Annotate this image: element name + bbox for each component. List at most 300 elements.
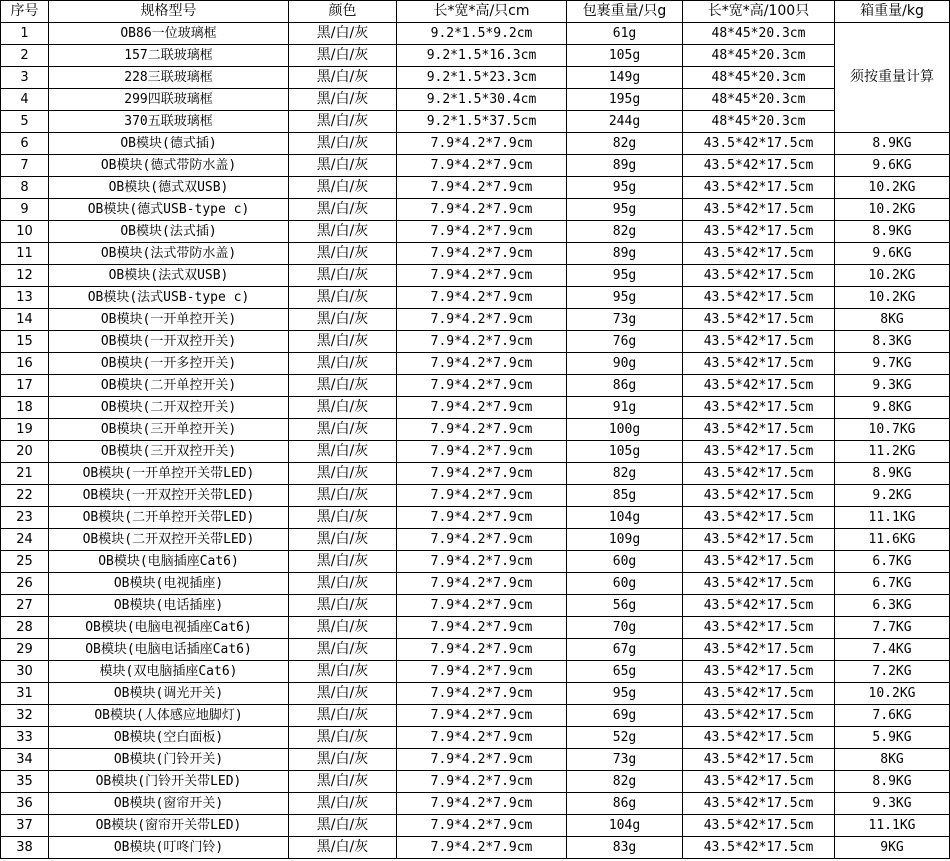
table-row — [1, 485, 950, 507]
cell-no: 29 — [1, 639, 49, 661]
cell-box-weight: 6.7KG — [835, 551, 950, 573]
table-row — [1, 837, 950, 859]
table-row — [1, 243, 950, 265]
cell-box-weight: 7.4KG — [835, 639, 950, 661]
cell-box-size: 43.5*42*17.5cm — [683, 705, 835, 727]
header-cell-weight: 包裹重量/只g — [567, 1, 683, 23]
cell-weight: 95g — [567, 199, 683, 221]
header-cell-no: 序号 — [1, 1, 49, 23]
cell-weight: 85g — [567, 485, 683, 507]
cell-box-weight: 10.2KG — [835, 265, 950, 287]
cell-box-size: 43.5*42*17.5cm — [683, 573, 835, 595]
cell-model: OB模块(三开单控开关) — [49, 419, 289, 441]
cell-model: OB模块(一开双控开关) — [49, 331, 289, 353]
cell-box-size: 43.5*42*17.5cm — [683, 419, 835, 441]
cell-model: OB模块(电视插座) — [49, 573, 289, 595]
cell-weight: 86g — [567, 375, 683, 397]
table-row — [1, 463, 950, 485]
cell-no: 7 — [1, 155, 49, 177]
table-row — [1, 89, 950, 111]
cell-model: OB模块(电话插座) — [49, 595, 289, 617]
cell-model: 228三联玻璃框 — [49, 67, 289, 89]
cell-no: 14 — [1, 309, 49, 331]
cell-size: 7.9*4.2*7.9cm — [397, 353, 567, 375]
cell-size: 7.9*4.2*7.9cm — [397, 727, 567, 749]
table-row — [1, 815, 950, 837]
cell-box-weight: 9.6KG — [835, 155, 950, 177]
cell-no: 3 — [1, 67, 49, 89]
cell-box-weight: 10.7KG — [835, 419, 950, 441]
cell-weight: 82g — [567, 463, 683, 485]
cell-no: 27 — [1, 595, 49, 617]
cell-box-size: 43.5*42*17.5cm — [683, 441, 835, 463]
cell-box-size: 43.5*42*17.5cm — [683, 683, 835, 705]
cell-no: 17 — [1, 375, 49, 397]
cell-box-size: 43.5*42*17.5cm — [683, 771, 835, 793]
cell-size: 7.9*4.2*7.9cm — [397, 155, 567, 177]
cell-box-size: 43.5*42*17.5cm — [683, 397, 835, 419]
table-row — [1, 573, 950, 595]
cell-color: 黑/白/灰 — [289, 573, 397, 595]
cell-no: 12 — [1, 265, 49, 287]
cell-box-size: 43.5*42*17.5cm — [683, 551, 835, 573]
cell-color: 黑/白/灰 — [289, 243, 397, 265]
cell-weight: 82g — [567, 771, 683, 793]
table-row — [1, 793, 950, 815]
cell-color: 黑/白/灰 — [289, 771, 397, 793]
cell-box-size: 48*45*20.3cm — [683, 23, 835, 45]
cell-box-weight: 9KG — [835, 837, 950, 859]
cell-box-weight: 8.9KG — [835, 133, 950, 155]
cell-color: 黑/白/灰 — [289, 419, 397, 441]
cell-model: OB模块(二开单控开关带LED) — [49, 507, 289, 529]
cell-color: 黑/白/灰 — [289, 199, 397, 221]
cell-color: 黑/白/灰 — [289, 287, 397, 309]
cell-weight: 95g — [567, 683, 683, 705]
cell-size: 7.9*4.2*7.9cm — [397, 639, 567, 661]
cell-color: 黑/白/灰 — [289, 639, 397, 661]
cell-color: 黑/白/灰 — [289, 155, 397, 177]
cell-model: OB模块(德式USB-type c) — [49, 199, 289, 221]
cell-color: 黑/白/灰 — [289, 353, 397, 375]
cell-weight: 60g — [567, 573, 683, 595]
table-row — [1, 507, 950, 529]
cell-size: 7.9*4.2*7.9cm — [397, 375, 567, 397]
cell-no: 37 — [1, 815, 49, 837]
cell-no: 33 — [1, 727, 49, 749]
cell-model: OB模块(一开多控开关) — [49, 353, 289, 375]
cell-weight: 89g — [567, 243, 683, 265]
cell-color: 黑/白/灰 — [289, 265, 397, 287]
cell-no: 21 — [1, 463, 49, 485]
cell-size: 7.9*4.2*7.9cm — [397, 243, 567, 265]
cell-model: OB模块(门铃开关) — [49, 749, 289, 771]
header-cell-size: 长*宽*高/只cm — [397, 1, 567, 23]
cell-no: 32 — [1, 705, 49, 727]
cell-model: OB模块(一开单控开关) — [49, 309, 289, 331]
cell-box-weight: 10.2KG — [835, 199, 950, 221]
table-row — [1, 617, 950, 639]
cell-weight: 95g — [567, 177, 683, 199]
cell-size: 7.9*4.2*7.9cm — [397, 507, 567, 529]
cell-no: 25 — [1, 551, 49, 573]
header-cell-color: 颜色 — [289, 1, 397, 23]
cell-size: 7.9*4.2*7.9cm — [397, 705, 567, 727]
table-row — [1, 353, 950, 375]
table-body — [1, 23, 950, 859]
cell-weight: 82g — [567, 133, 683, 155]
cell-no: 2 — [1, 45, 49, 67]
cell-weight: 149g — [567, 67, 683, 89]
cell-box-weight: 7.6KG — [835, 705, 950, 727]
cell-color: 黑/白/灰 — [289, 375, 397, 397]
cell-size: 7.9*4.2*7.9cm — [397, 661, 567, 683]
cell-weight: 95g — [567, 287, 683, 309]
table-row — [1, 155, 950, 177]
cell-model: OB模块(一开单控开关带LED) — [49, 463, 289, 485]
cell-no: 11 — [1, 243, 49, 265]
header-row — [1, 1, 950, 23]
cell-color: 黑/白/灰 — [289, 463, 397, 485]
cell-model: OB模块(门铃开关带LED) — [49, 771, 289, 793]
cell-weight: 105g — [567, 441, 683, 463]
cell-size: 7.9*4.2*7.9cm — [397, 309, 567, 331]
cell-color: 黑/白/灰 — [289, 793, 397, 815]
cell-size: 7.9*4.2*7.9cm — [397, 287, 567, 309]
cell-model: 模块(双电脑插座Cat6) — [49, 661, 289, 683]
cell-no: 23 — [1, 507, 49, 529]
cell-size: 7.9*4.2*7.9cm — [397, 441, 567, 463]
cell-size: 7.9*4.2*7.9cm — [397, 771, 567, 793]
cell-box-size: 43.5*42*17.5cm — [683, 507, 835, 529]
cell-no: 26 — [1, 573, 49, 595]
cell-box-size: 43.5*42*17.5cm — [683, 353, 835, 375]
cell-size: 7.9*4.2*7.9cm — [397, 573, 567, 595]
cell-color: 黑/白/灰 — [289, 177, 397, 199]
cell-model: OB模块(电脑电话插座Cat6) — [49, 639, 289, 661]
cell-size: 7.9*4.2*7.9cm — [397, 793, 567, 815]
cell-box-size: 43.5*42*17.5cm — [683, 837, 835, 859]
cell-weight: 109g — [567, 529, 683, 551]
table-row — [1, 133, 950, 155]
cell-no: 8 — [1, 177, 49, 199]
cell-color: 黑/白/灰 — [289, 529, 397, 551]
header-cell-box-size: 长*宽*高/100只 — [683, 1, 835, 23]
cell-box-size: 43.5*42*17.5cm — [683, 661, 835, 683]
cell-model: OB模块(空白面板) — [49, 727, 289, 749]
cell-size: 7.9*4.2*7.9cm — [397, 595, 567, 617]
cell-box-size: 43.5*42*17.5cm — [683, 375, 835, 397]
cell-no: 6 — [1, 133, 49, 155]
cell-model: OB模块(人体感应地脚灯) — [49, 705, 289, 727]
cell-weight: 73g — [567, 309, 683, 331]
cell-box-size: 43.5*42*17.5cm — [683, 287, 835, 309]
cell-color: 黑/白/灰 — [289, 309, 397, 331]
cell-weight: 90g — [567, 353, 683, 375]
table-row — [1, 45, 950, 67]
cell-weight: 105g — [567, 45, 683, 67]
cell-no: 18 — [1, 397, 49, 419]
cell-no: 36 — [1, 793, 49, 815]
cell-no: 10 — [1, 221, 49, 243]
cell-box-weight: 10.2KG — [835, 177, 950, 199]
cell-box-weight: 9.6KG — [835, 243, 950, 265]
cell-box-size: 43.5*42*17.5cm — [683, 529, 835, 551]
cell-box-size: 43.5*42*17.5cm — [683, 331, 835, 353]
cell-size: 7.9*4.2*7.9cm — [397, 419, 567, 441]
table-row — [1, 419, 950, 441]
cell-box-size: 43.5*42*17.5cm — [683, 485, 835, 507]
cell-size: 7.9*4.2*7.9cm — [397, 815, 567, 837]
cell-size: 7.9*4.2*7.9cm — [397, 529, 567, 551]
cell-size: 7.9*4.2*7.9cm — [397, 749, 567, 771]
cell-no: 34 — [1, 749, 49, 771]
cell-color: 黑/白/灰 — [289, 661, 397, 683]
cell-box-weight: 8KG — [835, 749, 950, 771]
cell-weight: 61g — [567, 23, 683, 45]
cell-size: 7.9*4.2*7.9cm — [397, 837, 567, 859]
cell-box-weight: 9.3KG — [835, 375, 950, 397]
cell-color: 黑/白/灰 — [289, 815, 397, 837]
cell-no: 35 — [1, 771, 49, 793]
cell-weight: 244g — [567, 111, 683, 133]
cell-box-size: 43.5*42*17.5cm — [683, 815, 835, 837]
cell-no: 13 — [1, 287, 49, 309]
cell-box-weight: 11.1KG — [835, 815, 950, 837]
cell-weight: 52g — [567, 727, 683, 749]
cell-box-weight: 11.6KG — [835, 529, 950, 551]
cell-size: 9.2*1.5*9.2cm — [397, 23, 567, 45]
cell-box-size: 43.5*42*17.5cm — [683, 155, 835, 177]
cell-box-size: 43.5*42*17.5cm — [683, 617, 835, 639]
cell-no: 4 — [1, 89, 49, 111]
cell-model: OB模块(电脑插座Cat6) — [49, 551, 289, 573]
cell-weight: 91g — [567, 397, 683, 419]
cell-box-size: 43.5*42*17.5cm — [683, 749, 835, 771]
cell-box-weight: 9.7KG — [835, 353, 950, 375]
table-row — [1, 199, 950, 221]
cell-box-size: 43.5*42*17.5cm — [683, 265, 835, 287]
cell-size: 7.9*4.2*7.9cm — [397, 485, 567, 507]
cell-color: 黑/白/灰 — [289, 23, 397, 45]
cell-color: 黑/白/灰 — [289, 749, 397, 771]
cell-box-size: 43.5*42*17.5cm — [683, 199, 835, 221]
cell-box-weight: 6.3KG — [835, 595, 950, 617]
table-row — [1, 551, 950, 573]
table-row — [1, 661, 950, 683]
table-row — [1, 287, 950, 309]
cell-size: 7.9*4.2*7.9cm — [397, 177, 567, 199]
table-row — [1, 375, 950, 397]
cell-box-weight: 10.2KG — [835, 683, 950, 705]
table-row — [1, 265, 950, 287]
cell-model: OB模块(法式插) — [49, 221, 289, 243]
cell-size: 7.9*4.2*7.9cm — [397, 551, 567, 573]
cell-model: OB模块(窗帘开关带LED) — [49, 815, 289, 837]
cell-model: OB模块(德式双USB) — [49, 177, 289, 199]
cell-box-size: 43.5*42*17.5cm — [683, 309, 835, 331]
cell-size: 9.2*1.5*16.3cm — [397, 45, 567, 67]
cell-color: 黑/白/灰 — [289, 705, 397, 727]
cell-size: 7.9*4.2*7.9cm — [397, 331, 567, 353]
cell-color: 黑/白/灰 — [289, 617, 397, 639]
cell-color: 黑/白/灰 — [289, 89, 397, 111]
cell-size: 9.2*1.5*30.4cm — [397, 89, 567, 111]
cell-box-weight: 11.1KG — [835, 507, 950, 529]
cell-box-weight: 7.7KG — [835, 617, 950, 639]
table-row — [1, 771, 950, 793]
cell-size: 7.9*4.2*7.9cm — [397, 683, 567, 705]
cell-box-size: 48*45*20.3cm — [683, 89, 835, 111]
cell-model: OB模块(窗帘开关) — [49, 793, 289, 815]
cell-weight: 70g — [567, 617, 683, 639]
cell-color: 黑/白/灰 — [289, 221, 397, 243]
cell-no: 19 — [1, 419, 49, 441]
cell-model: OB模块(电脑电视插座Cat6) — [49, 617, 289, 639]
table-row — [1, 331, 950, 353]
cell-box-weight: 5.9KG — [835, 727, 950, 749]
cell-weight: 83g — [567, 837, 683, 859]
cell-no: 28 — [1, 617, 49, 639]
cell-color: 黑/白/灰 — [289, 485, 397, 507]
table-row — [1, 221, 950, 243]
table-row — [1, 705, 950, 727]
cell-weight: 65g — [567, 661, 683, 683]
cell-size: 9.2*1.5*23.3cm — [397, 67, 567, 89]
table-row — [1, 67, 950, 89]
cell-model: OB模块(三开双控开关) — [49, 441, 289, 463]
table-row — [1, 177, 950, 199]
cell-model: 370五联玻璃框 — [49, 111, 289, 133]
cell-model: OB模块(德式带防水盖) — [49, 155, 289, 177]
cell-size: 7.9*4.2*7.9cm — [397, 463, 567, 485]
cell-box-weight: 6.7KG — [835, 573, 950, 595]
cell-weight: 69g — [567, 705, 683, 727]
header-cell-box-weight: 箱重量/kg — [835, 1, 950, 23]
cell-weight: 56g — [567, 595, 683, 617]
table-row — [1, 309, 950, 331]
cell-box-size: 43.5*42*17.5cm — [683, 133, 835, 155]
cell-model: 157二联玻璃框 — [49, 45, 289, 67]
cell-no: 22 — [1, 485, 49, 507]
cell-model: OB模块(二开单控开关) — [49, 375, 289, 397]
table-row — [1, 397, 950, 419]
cell-box-size: 43.5*42*17.5cm — [683, 793, 835, 815]
cell-weight: 67g — [567, 639, 683, 661]
cell-no: 31 — [1, 683, 49, 705]
cell-weight: 86g — [567, 793, 683, 815]
cell-box-size: 43.5*42*17.5cm — [683, 639, 835, 661]
cell-size: 7.9*4.2*7.9cm — [397, 133, 567, 155]
cell-model: 299四联玻璃框 — [49, 89, 289, 111]
cell-model: OB模块(二开双控开关) — [49, 397, 289, 419]
table-row — [1, 683, 950, 705]
cell-box-weight: 8.3KG — [835, 331, 950, 353]
cell-no: 1 — [1, 23, 49, 45]
cell-weight: 195g — [567, 89, 683, 111]
cell-box-weight: 8.9KG — [835, 771, 950, 793]
cell-size: 7.9*4.2*7.9cm — [397, 199, 567, 221]
cell-no: 24 — [1, 529, 49, 551]
cell-no: 9 — [1, 199, 49, 221]
cell-color: 黑/白/灰 — [289, 551, 397, 573]
cell-model: OB模块(德式插) — [49, 133, 289, 155]
cell-weight: 95g — [567, 265, 683, 287]
cell-color: 黑/白/灰 — [289, 837, 397, 859]
header-cell-model: 规格型号 — [49, 1, 289, 23]
cell-model: OB模块(调光开关) — [49, 683, 289, 705]
cell-box-weight: 8.9KG — [835, 221, 950, 243]
cell-size: 9.2*1.5*37.5cm — [397, 111, 567, 133]
cell-color: 黑/白/灰 — [289, 595, 397, 617]
cell-color: 黑/白/灰 — [289, 45, 397, 67]
cell-color: 黑/白/灰 — [289, 683, 397, 705]
table-row — [1, 639, 950, 661]
cell-weight: 76g — [567, 331, 683, 353]
table-row — [1, 23, 950, 45]
cell-no: 20 — [1, 441, 49, 463]
cell-box-size: 43.5*42*17.5cm — [683, 463, 835, 485]
cell-color: 黑/白/灰 — [289, 133, 397, 155]
cell-model: OB模块(一开双控开关带LED) — [49, 485, 289, 507]
cell-box-weight: 9.2KG — [835, 485, 950, 507]
cell-box-size: 43.5*42*17.5cm — [683, 727, 835, 749]
cell-no: 30 — [1, 661, 49, 683]
cell-model: OB模块(法式双USB) — [49, 265, 289, 287]
cell-weight: 104g — [567, 507, 683, 529]
cell-box-weight: 8.9KG — [835, 463, 950, 485]
cell-box-weight: 8KG — [835, 309, 950, 331]
cell-size: 7.9*4.2*7.9cm — [397, 265, 567, 287]
cell-box-weight: 11.2KG — [835, 441, 950, 463]
cell-no: 5 — [1, 111, 49, 133]
cell-model: OB模块(二开双控开关带LED) — [49, 529, 289, 551]
table-row — [1, 111, 950, 133]
table-row — [1, 441, 950, 463]
cell-weight: 82g — [567, 221, 683, 243]
cell-weight: 104g — [567, 815, 683, 837]
cell-color: 黑/白/灰 — [289, 397, 397, 419]
cell-color: 黑/白/灰 — [289, 507, 397, 529]
cell-weight: 89g — [567, 155, 683, 177]
cell-box-size: 48*45*20.3cm — [683, 45, 835, 67]
cell-box-size: 43.5*42*17.5cm — [683, 243, 835, 265]
cell-color: 黑/白/灰 — [289, 67, 397, 89]
merged-note-cell: 须按重量计算 — [835, 23, 950, 133]
table-row — [1, 749, 950, 771]
cell-no: 15 — [1, 331, 49, 353]
table-row — [1, 727, 950, 749]
table-row — [1, 595, 950, 617]
cell-box-size: 48*45*20.3cm — [683, 111, 835, 133]
cell-color: 黑/白/灰 — [289, 111, 397, 133]
cell-model: OB86一位玻璃框 — [49, 23, 289, 45]
cell-weight: 73g — [567, 749, 683, 771]
cell-color: 黑/白/灰 — [289, 727, 397, 749]
cell-color: 黑/白/灰 — [289, 441, 397, 463]
cell-box-weight: 7.2KG — [835, 661, 950, 683]
cell-box-weight: 9.8KG — [835, 397, 950, 419]
cell-box-size: 43.5*42*17.5cm — [683, 177, 835, 199]
table-row — [1, 529, 950, 551]
cell-size: 7.9*4.2*7.9cm — [397, 397, 567, 419]
cell-box-weight: 9.3KG — [835, 793, 950, 815]
cell-no: 38 — [1, 837, 49, 859]
cell-weight: 60g — [567, 551, 683, 573]
cell-box-size: 48*45*20.3cm — [683, 67, 835, 89]
cell-model: OB模块(法式带防水盖) — [49, 243, 289, 265]
cell-weight: 100g — [567, 419, 683, 441]
